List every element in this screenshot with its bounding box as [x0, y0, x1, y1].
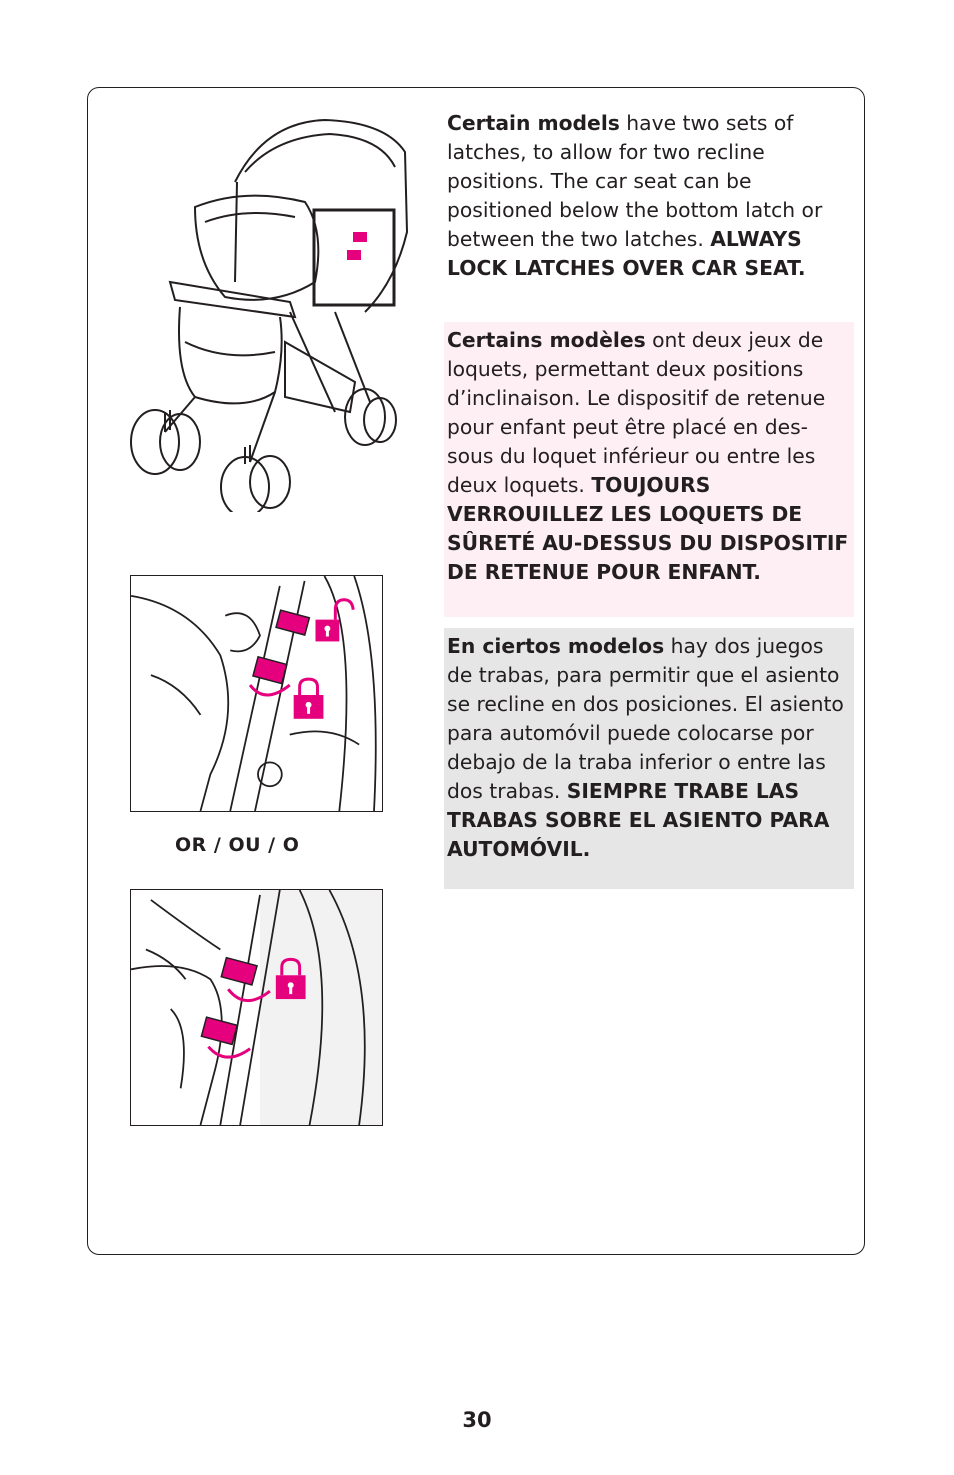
spanish-body: hay dos juegos de trabas, para permitir que el asiento se recline en dos posiciones. El asiento para automóvil puede colocarse por debajo de la traba inferior o entre las dos trabas. — [447, 634, 844, 803]
spanish-warning: SIEMPRE TRABE LAS TRABAS SOBRE EL ASIENTO PARA AUTOMÓVIL. — [447, 779, 830, 861]
english-lead: Certain models — [447, 111, 620, 135]
page-number: 30 — [462, 1408, 492, 1432]
spanish-lead: En ciertos modelos — [447, 634, 665, 658]
stroller-illustration — [125, 112, 415, 512]
english-body: have two sets of latches, to allow for two recline positions. The car seat can be positioned below the bottom latch or between the two latches. — [447, 111, 823, 251]
latch-detail-illustration-lower — [130, 889, 383, 1126]
french-lead: Certains modèles — [447, 328, 646, 352]
instructions-spanish — [444, 628, 854, 889]
instructions-english — [444, 105, 854, 289]
instructions-french — [444, 322, 854, 617]
french-warning: TOUJOURS VERROUILLEZ LES LOQUETS DE SÛRETÉ AU-DESSUS DU DISPOSITIF DE RETENUE POUR ENFANT. — [447, 473, 849, 584]
or-label: OR / OU / O — [175, 834, 300, 856]
latch-detail-illustration-upper — [130, 575, 383, 812]
french-body: ont deux jeux de loquets, permettant deux positions d’inclinaison. Le dispositif de retenue pour enfant peut être placé en des-sous du loquet inférieur ou entre les deux loquets. — [447, 328, 826, 497]
english-warning: ALWAYS LOCK LATCHES OVER CAR SEAT. — [447, 227, 806, 280]
lock-icon — [294, 679, 324, 719]
unlock-icon — [315, 600, 353, 642]
